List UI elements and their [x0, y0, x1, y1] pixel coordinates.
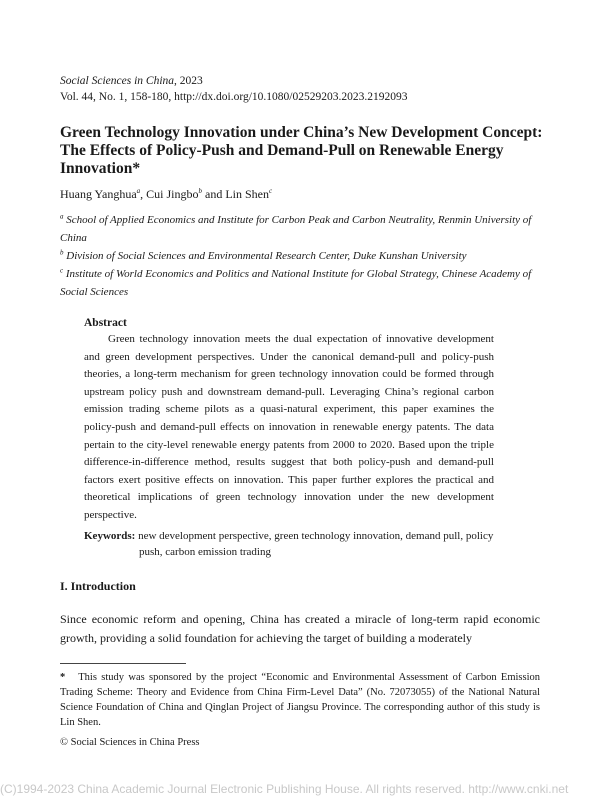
author-name: Lin Shen: [225, 187, 270, 201]
footnote-rule: [60, 663, 186, 664]
affiliation-text: Institute of World Economics and Politics and National Institute for Global Strategy, Chinese Academy of Social Sciences: [60, 268, 532, 298]
author-list: [60, 186, 272, 202]
footnote-marker: *: [60, 672, 66, 683]
affiliation-text: School of Applied Economics and Institute for Carbon Peak and Carbon Neutrality, Renmin University of China: [60, 214, 532, 244]
affiliation-mark: b: [198, 187, 203, 195]
affiliation: [60, 265, 550, 301]
affiliation: [60, 247, 550, 265]
abstract-text: Green technology innovation meets the dual expectation of innovative development and green development perspectives. Under the canonical demand-pull and policy-push theories, a long-term mechanism for green technology innovation could be formed through upstream policy push and downstream demand-pull. Leveraging China’s regional carbon emission trading scheme pilots as a quasi-natural experiment, this paper examines the policy-push and demand-pull effects on innovation in renewable energy patents. The data pertain to the city-level renewable energy patents from 2000 to 2020. Based upon the triple difference-in-difference method, results suggest that both policy-push and demand-pull factors exert positive effects on innovation. This paper further explores the practical and theoretical implications of green technology innovation under the new development perspective.: [84, 333, 494, 521]
affiliation-mark: c: [269, 187, 273, 195]
copyright-line: © Social Sciences in China Press: [60, 737, 200, 748]
footnote-text: This study was sponsored by the project “Economic and Environmental Assessment of Carbon Emission Trading Scheme: Theory and Evidence from China Firm-Level Data” (No. 72073055) of the National Natural Science Foundation of China and Qinglan Project of Jiangsu Province. The corresponding author of this study is Lin Shen.: [60, 672, 540, 728]
volume-doi-line[interactable]: Vol. 44, No. 1, 158-180, http://dx.doi.org/10.1080/02529203.2023.2192093: [60, 91, 408, 103]
affiliation-mark: a: [136, 187, 141, 195]
keywords-line-1: new development perspective, green technology innovation, demand pull, policy: [138, 530, 494, 542]
keywords-label: Keywords:: [84, 530, 136, 542]
keywords-line-2: push, carbon emission trading: [139, 546, 271, 558]
journal-year: , 2023: [174, 75, 203, 87]
watermark-text: (C)1994-2023 China Academic Journal Electronic Publishing House. All rights reserved. http://www.cnki.net: [0, 782, 569, 796]
affiliation-mark: c: [60, 266, 64, 275]
affiliation: [60, 211, 550, 247]
intro-text: Since economic reform and opening, China has created a miracle of long-term rapid economic growth, providing a solid foundation for achieving the target of building a moderately: [60, 612, 540, 645]
author-separator: and: [202, 187, 226, 201]
affiliation-mark: b: [60, 248, 64, 257]
author-name: Cui Jingbo: [146, 187, 199, 201]
affiliation-text: Division of Social Sciences and Environmental Research Center, Duke Kunshan University: [66, 250, 467, 262]
keywords: [84, 528, 498, 544]
paper-title: Green Technology Innovation under China’s New Development Concept: The Effects of Policy-Push and Demand-Pull on Renewable Energy Innovation*: [60, 124, 543, 177]
author-name: Huang Yanghua: [60, 187, 137, 201]
footnote: [60, 670, 540, 730]
journal-title: Social Sciences in China: [60, 75, 175, 87]
section-heading: I. Introduction: [60, 579, 136, 593]
author-separator: ,: [140, 187, 147, 201]
journal-name: [60, 73, 203, 89]
affiliation-mark: a: [60, 212, 64, 221]
abstract-heading: Abstract: [84, 317, 127, 329]
